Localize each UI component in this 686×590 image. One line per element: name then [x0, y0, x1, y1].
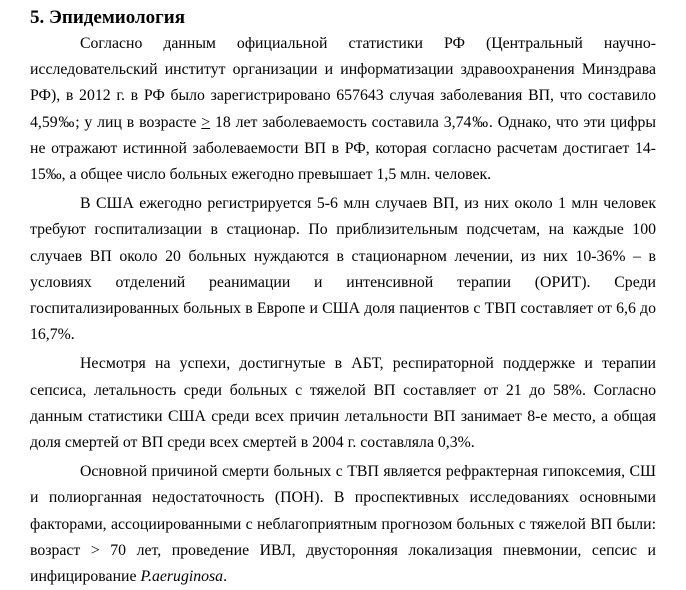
paragraph-text: .: [223, 568, 228, 586]
paragraph-usa-statistics: В США ежегодно регистрируется 5-6 млн случаев ВП, из них около 1 млн человек требуют госпитализации в стационар. По приблизительным подсчетам, на каждые 100 случаев ВП около 20 больных нуждаются в стационарном лечении, из них 10-36% – в условиях отделений реанимации и интенсивной терапии (ОРИТ). Среди госпитализированных больных в Европе и США доля пациентов с ТВП составляет от 6,6 до 16,7%.: [30, 195, 656, 344]
paragraph-causes-of-death: [30, 459, 656, 590]
greater-or-equal-sign: >: [201, 113, 211, 131]
paragraph-text: Согласно данным официальной статистики РФ (Центральный научно-исследовательский институт организации и информатизации здравоохранения Минздрава РФ), в 2012 г. в РФ было зарегистрировано 657643 случая заболевания ВП, что составило 4,59‰; у лиц в возрасте: [30, 35, 656, 131]
paragraph-text: 18 лет заболеваемость составила 3,74‰. Однако, что эти цифры не отражают истинной заболеваемости ВП в РФ, которая согласно расчетам достигает 14-15‰, а общее число больных ежегодно превышает 1,5 млн. человек.: [30, 113, 656, 184]
section-heading: 5. Эпидемиология: [30, 7, 185, 28]
paragraph-russia-statistics: [30, 31, 656, 188]
paragraph-mortality: Несмотря на успехи, достигнутые в АБТ, респираторной поддержке и терапии сепсиса, летальность среди больных с тяжелой ВП составляет от 21 до 58%. Согласно данным статистики США среди всех причин летальности ВП занимает 8-е место, а общая доля смертей от ВП среди всех смертей в 2004 г. составляла 0,3%.: [30, 355, 656, 452]
pathogen-name: P.aeruginosa: [140, 568, 224, 586]
paragraph-text: Основной причиной смерти больных с ТВП является рефрактерная гипоксемия, СШ и полиорганная недостаточность (ПОН). В проспективных исследованиях основными факторами, ассоциированными с неблагоприятным прогнозом больных с тяжелой ВП были: возраст > 70 лет, проведение ИВЛ, двусторонняя локализация пневмонии, сепсис и инфицирование: [30, 463, 656, 586]
